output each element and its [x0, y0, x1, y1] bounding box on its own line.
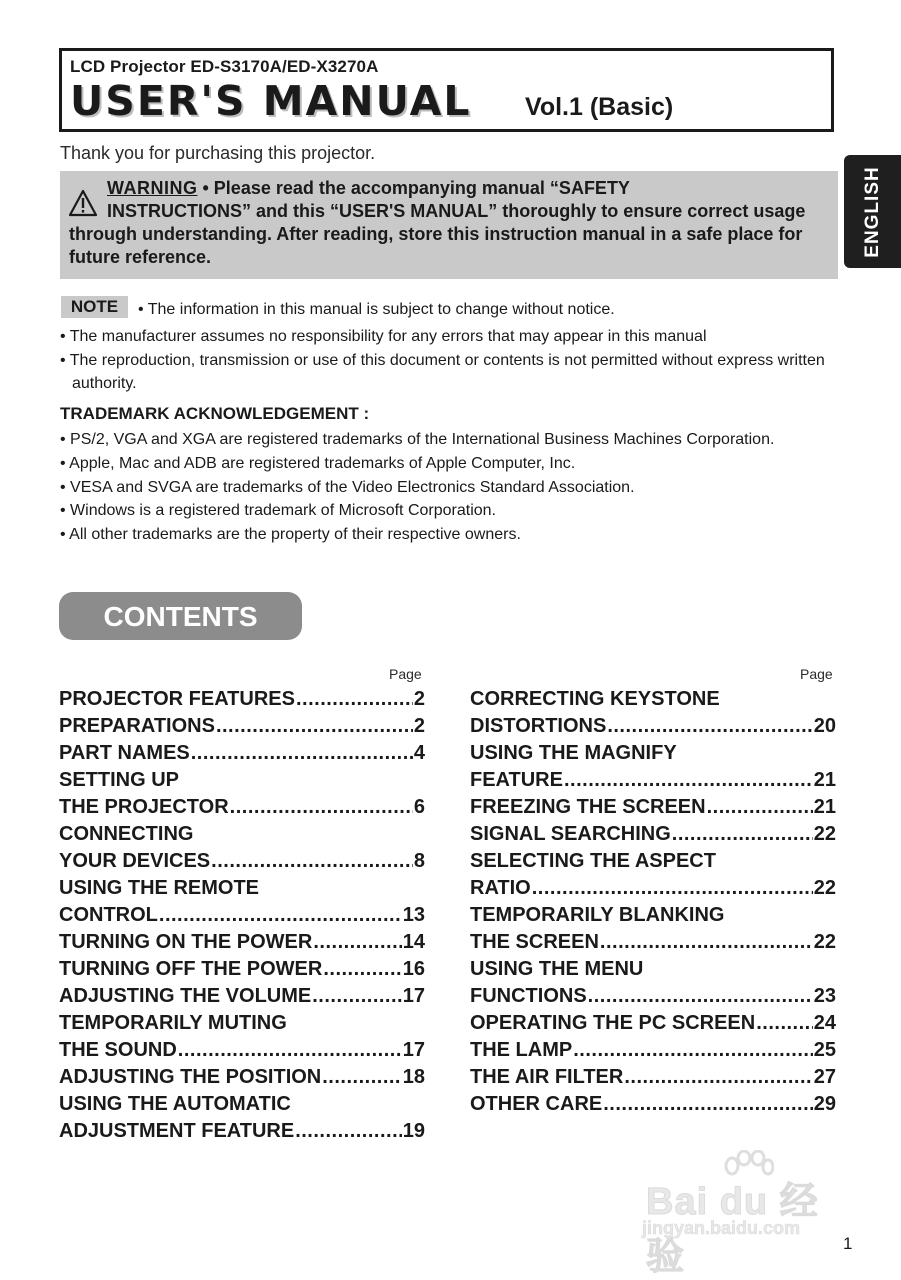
toc-entry-title: FEATURE: [470, 769, 563, 791]
toc-entry: [59, 929, 425, 956]
toc-entry: [470, 821, 836, 848]
toc-entry-page: 24: [813, 1012, 836, 1034]
warning-rest: INSTRUCTIONS” and this “USER'S MANUAL” thoroughly to ensure correct usage through understanding. After reading, store this instruction manual in a safe place for future reference.: [69, 201, 806, 267]
toc-entry: [470, 1037, 836, 1064]
toc-entry-page: 6: [413, 796, 425, 818]
toc-entry: [470, 1010, 836, 1037]
toc-left-column: [59, 686, 425, 1145]
trademark-item: • Windows is a registered trademark of Microsoft Corporation.: [60, 502, 496, 520]
toc-entry: [59, 767, 425, 794]
toc-entry: [59, 821, 425, 848]
toc-leader-dots: [312, 983, 402, 1010]
toc-entry-page: 27: [813, 1066, 836, 1088]
toc-entry: [59, 1010, 425, 1037]
toc-entry-page: 2: [413, 715, 425, 737]
toc-entry-title: CORRECTING KEYSTONE: [470, 688, 720, 710]
toc-entry-title: THE AIR FILTER: [470, 1066, 624, 1088]
language-tab-label: ENGLISH: [861, 165, 883, 258]
toc-entry-title: CONNECTING: [59, 823, 194, 845]
toc-entry-title: USING THE REMOTE: [59, 877, 260, 899]
toc-leader-dots: [230, 794, 413, 821]
trademark-item: • All other trademarks are the property of their respective owners.: [60, 526, 521, 544]
toc-entry-title: PART NAMES: [59, 742, 190, 764]
toc-leader-dots: [532, 875, 813, 902]
note-list: [60, 325, 850, 396]
toc-leader-dots: [178, 1037, 402, 1064]
toc-entry-page: 23: [813, 985, 836, 1007]
language-tab: [844, 155, 901, 268]
toc-entry-page: 21: [813, 769, 836, 791]
thanks-text: Thank you for purchasing this projector.: [60, 143, 376, 163]
toc-entry-page: 19: [402, 1120, 425, 1142]
toc-leader-dots: [322, 1064, 402, 1091]
toc-entry: [59, 983, 425, 1010]
toc-entry-page: 14: [402, 931, 425, 953]
watermark-brand: Bai du 经验: [646, 1181, 819, 1278]
toc-entry-page: 22: [813, 931, 836, 953]
toc-entry-page: 18: [402, 1066, 425, 1088]
toc-entry: [470, 794, 836, 821]
toc-leader-dots: [295, 1118, 402, 1145]
toc-entry: [59, 1064, 425, 1091]
toc-entry-page: 2: [413, 688, 425, 710]
product-subtitle: LCD Projector ED-S3170A/ED-X3270A: [70, 57, 379, 76]
toc-entry: [59, 686, 425, 713]
toc-leader-dots: [159, 902, 402, 929]
toc-entry-title: ADJUSTMENT FEATURE: [59, 1120, 295, 1142]
warning-label: WARNING: [107, 178, 198, 198]
toc-entry-page: 8: [413, 850, 425, 872]
toc-leader-dots: [296, 686, 413, 713]
toc-entry-page: 13: [402, 904, 425, 926]
baidu-watermark: [640, 1150, 850, 1278]
warning-line-1: • Please read the accompanying manual “SAFETY: [197, 178, 630, 198]
toc-entry: [59, 875, 425, 902]
manual-title: USER'S MANUAL: [70, 77, 472, 125]
toc-entry-title: TURNING OFF THE POWER: [59, 958, 323, 980]
toc-entry: [470, 767, 836, 794]
toc-entry: [59, 1037, 425, 1064]
toc-entry-title: SELECTING THE ASPECT: [470, 850, 716, 872]
toc-entry-title: SIGNAL SEARCHING: [470, 823, 671, 845]
toc-entry: [470, 983, 836, 1010]
toc-entry: [470, 902, 836, 929]
toc-entry: [470, 929, 836, 956]
toc-entry: [59, 1091, 425, 1118]
toc-entry: [59, 794, 425, 821]
toc-entry: [470, 875, 836, 902]
toc-entry-title: THE LAMP: [470, 1039, 573, 1061]
toc-entry: [470, 1064, 836, 1091]
toc-entry: [470, 1091, 836, 1118]
toc-entry-title: TEMPORARILY BLANKING: [470, 904, 725, 926]
toc-entry-title: THE SCREEN: [470, 931, 599, 953]
toc-entry: [470, 740, 836, 767]
toc-entry-title: OTHER CARE: [470, 1093, 603, 1115]
toc-entry-title: ADJUSTING THE VOLUME: [59, 985, 312, 1007]
toc-entry-title: TURNING ON THE POWER: [59, 931, 313, 953]
toc-leader-dots: [313, 929, 401, 956]
toc-entry-title: CONTROL: [59, 904, 158, 926]
toc-entry-title: YOUR DEVICES: [59, 850, 211, 872]
toc-entry: [470, 713, 836, 740]
toc-entry-title: FREEZING THE SCREEN: [470, 796, 706, 818]
toc-entry: [59, 1118, 425, 1145]
toc-entry: [59, 956, 425, 983]
toc-entry-page: 21: [813, 796, 836, 818]
toc-leader-dots: [216, 713, 413, 740]
volume-label: Vol.1 (Basic): [525, 93, 674, 121]
toc-entry: [59, 740, 425, 767]
toc-entry-title: USING THE AUTOMATIC: [59, 1093, 291, 1115]
toc-entry-title: USING THE MAGNIFY: [470, 742, 677, 764]
note-item: • The information in this manual is subject to change without notice.: [138, 301, 615, 318]
toc-leader-dots: [624, 1064, 812, 1091]
toc-entry-title: PREPARATIONS: [59, 715, 215, 737]
toc-entry-page: 22: [813, 877, 836, 899]
toc-leader-dots: [211, 848, 413, 875]
page-column-label: Page: [389, 666, 422, 682]
page-number: 1: [843, 1234, 853, 1253]
toc-entry-page: 22: [813, 823, 836, 845]
toc-leader-dots: [756, 1010, 813, 1037]
toc-entry-title: SETTING UP: [59, 769, 180, 791]
toc-entry-page: 16: [402, 958, 425, 980]
page-column-label: Page: [800, 666, 833, 682]
toc-entry-page: 17: [402, 985, 425, 1007]
toc-entry-title: THE SOUND: [59, 1039, 177, 1061]
toc-entry-title: OPERATING THE PC SCREEN: [470, 1012, 756, 1034]
toc-entry-title: PROJECTOR FEATURES: [59, 688, 295, 710]
toc-entry: [470, 848, 836, 875]
toc-leader-dots: [573, 1037, 813, 1064]
toc-entry-title: TEMPORARILY MUTING: [59, 1012, 287, 1034]
toc-leader-dots: [672, 821, 813, 848]
warning-text: [69, 177, 829, 269]
header-box: [59, 48, 834, 132]
toc-entry-title: FUNCTIONS: [470, 985, 587, 1007]
toc-entry: [59, 713, 425, 740]
toc-entry: [59, 848, 425, 875]
trademark-item: • VESA and SVGA are trademarks of the Video Electronics Standard Association.: [60, 478, 635, 496]
toc-leader-dots: [600, 929, 813, 956]
trademark-item: • Apple, Mac and ADB are registered trademarks of Apple Computer, Inc.: [60, 454, 576, 472]
toc-leader-dots: [323, 956, 401, 983]
toc-entry-title: RATIO: [470, 877, 531, 899]
toc-leader-dots: [603, 1091, 813, 1118]
trademark-list: [60, 428, 850, 547]
toc-entry-title: USING THE MENU: [470, 958, 644, 980]
toc-entry-page: 4: [413, 742, 425, 764]
toc-entry: [59, 902, 425, 929]
toc-leader-dots: [191, 740, 413, 767]
toc-leader-dots: [564, 767, 813, 794]
note-item: • The manufacturer assumes no responsibility for any errors that may appear in this manual: [60, 328, 707, 345]
toc-entry-page: 29: [813, 1093, 836, 1115]
toc-leader-dots: [588, 983, 813, 1010]
warning-box: [60, 171, 838, 279]
trademark-heading: TRADEMARK ACKNOWLEDGEMENT :: [60, 404, 370, 423]
toc-entry-page: 17: [402, 1039, 425, 1061]
toc-entry: [470, 956, 836, 983]
toc-right-column: [470, 686, 836, 1118]
toc-entry-title: ADJUSTING THE POSITION: [59, 1066, 322, 1088]
note-item: • The reproduction, transmission or use of this document or contents is not permitted without express written authority.: [60, 351, 825, 392]
toc-entry-page: 20: [813, 715, 836, 737]
toc-entry-page: 25: [813, 1039, 836, 1061]
toc-entry-title: DISTORTIONS: [470, 715, 607, 737]
toc-leader-dots: [707, 794, 813, 821]
trademark-item: • PS/2, VGA and XGA are registered trademarks of the International Business Machines Corporation.: [60, 431, 775, 448]
toc-entry: [470, 686, 836, 713]
toc-leader-dots: [607, 713, 812, 740]
watermark-url: jingyan.baidu.com: [642, 1218, 801, 1238]
contents-heading: CONTENTS: [59, 592, 302, 640]
toc-entry-title: THE PROJECTOR: [59, 796, 229, 818]
note-badge: NOTE: [61, 296, 128, 318]
